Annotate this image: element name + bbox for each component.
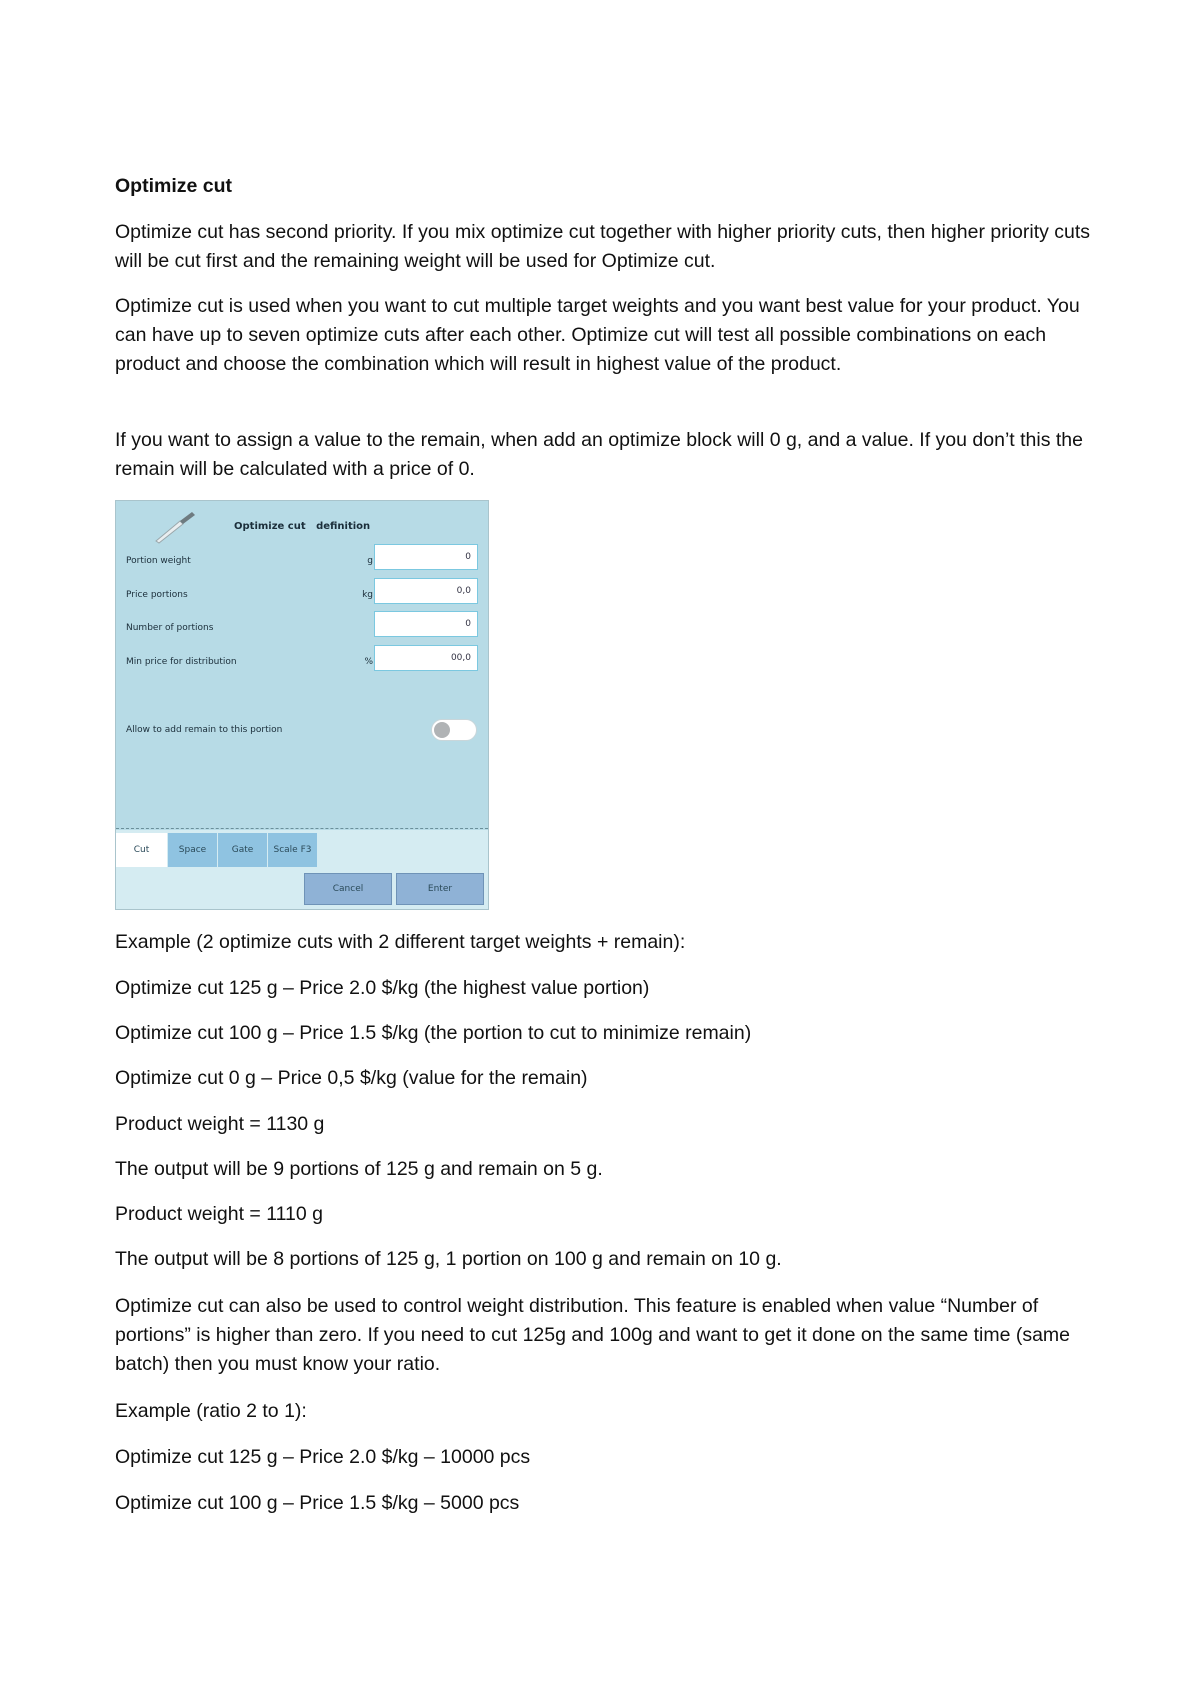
example2-line1: Optimize cut 125 g – Price 2.0 $/kg – 10000 pcs (115, 1446, 531, 1468)
toggle-knob (434, 722, 450, 738)
tab-cut[interactable]: Cut (116, 833, 168, 867)
portion-weight-unit: g (367, 556, 373, 566)
paragraph-priority: Optimize cut has second priority. If you mix optimize cut together with higher priority cuts, then higher priority cuts will be cut first and the remaining weight will be used for Optimize cut. (115, 221, 1091, 272)
min-price-distribution-input[interactable]: 00,0 (374, 645, 478, 671)
paragraph-distribution: Optimize cut can also be used to control weight distribution. This feature is enabled when value “Number of portions” is higher than zero. If you need to cut 125g and 100g and want to get it done on the same time (same batch) then you must know your ratio. (115, 1295, 1071, 1375)
tab-strip (116, 830, 488, 909)
example1-line2: Optimize cut 100 g – Price 1.5 $/kg (the portion to cut to minimize remain) (115, 1022, 752, 1044)
enter-button[interactable]: Enter (396, 873, 484, 905)
min-price-distribution-label: Min price for distribution (126, 657, 237, 667)
number-of-portions-input[interactable]: 0 (374, 611, 478, 637)
portion-weight-input[interactable]: 0 (374, 544, 478, 570)
allow-remain-label: Allow to add remain to this portion (126, 725, 283, 735)
paragraph-usage: Optimize cut is used when you want to cut multiple target weights and you want best value for your product. You can have up to seven optimize cuts after each other. Optimize cut will test all possible combinations on each product and choose the combination which will result in highest value of the product. (115, 295, 1080, 375)
example1-line3: Optimize cut 0 g – Price 0,5 $/kg (value for the remain) (115, 1067, 588, 1089)
allow-remain-toggle[interactable] (431, 719, 477, 741)
divider (116, 828, 488, 829)
section-heading: Optimize cut (115, 175, 233, 197)
output-1: The output will be 9 portions of 125 g and remain on 5 g. (115, 1158, 603, 1180)
dialog-title: Optimize cut definition (234, 521, 371, 532)
cancel-button[interactable]: Cancel (304, 873, 392, 905)
optimize-cut-dialog-screenshot (115, 500, 489, 910)
product-weight-1: Product weight = 1130 g (115, 1113, 325, 1135)
min-price-distribution-unit: % (364, 657, 373, 667)
tab-space[interactable]: Space (168, 833, 218, 867)
price-portions-label: Price portions (126, 590, 188, 600)
example1-line1: Optimize cut 125 g – Price 2.0 $/kg (the highest value portion) (115, 977, 650, 999)
portion-weight-label: Portion weight (126, 556, 191, 566)
knife-icon (150, 509, 200, 545)
price-portions-unit: kg (362, 590, 373, 600)
output-2: The output will be 8 portions of 125 g, 1 portion on 100 g and remain on 10 g. (115, 1248, 782, 1270)
number-of-portions-label: Number of portions (126, 623, 214, 633)
tab-gate[interactable]: Gate (218, 833, 268, 867)
price-portions-input[interactable]: 0,0 (374, 578, 478, 604)
example2-line2: Optimize cut 100 g – Price 1.5 $/kg – 5000 pcs (115, 1492, 520, 1514)
tab-scale-f3[interactable]: Scale F3 (268, 833, 318, 867)
example1-title: Example (2 optimize cuts with 2 different target weights + remain): (115, 931, 686, 953)
example2-title: Example (ratio 2 to 1): (115, 1400, 307, 1422)
product-weight-2: Product weight = 1110 g (115, 1203, 323, 1225)
paragraph-remain: If you want to assign a value to the remain, when add an optimize block will 0 g, and a value. If you don’t this the remain will be calculated with a price of 0. (115, 429, 1083, 480)
